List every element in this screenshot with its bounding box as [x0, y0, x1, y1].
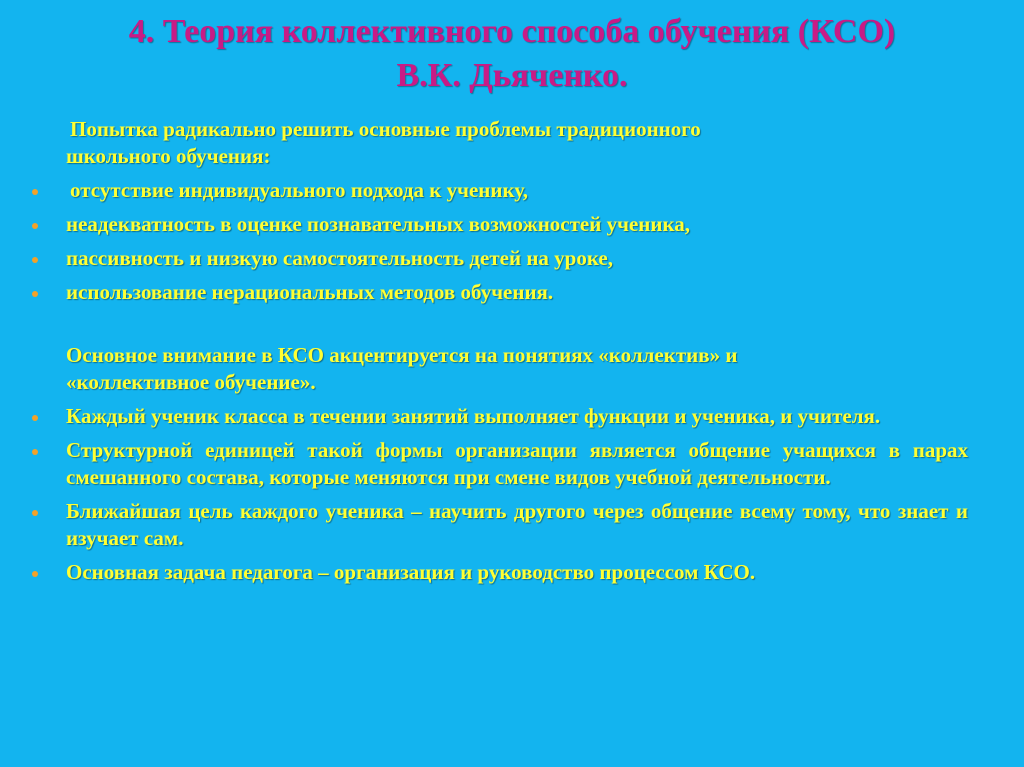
- problem-item: [32, 279, 968, 306]
- principle-text: Основная задача педагога – организация и руководство процессом КСО.: [66, 560, 756, 584]
- bullet-icon: [32, 571, 38, 577]
- bullet-icon: [32, 510, 38, 516]
- intro-line2: школьного обучения:: [66, 144, 271, 168]
- bullet-icon: [32, 415, 38, 421]
- focus-line1: Основное внимание в КСО акцентируется на понятиях «коллектив» и: [66, 343, 738, 367]
- principle-item: [32, 498, 968, 552]
- bullet-icon: [32, 449, 38, 455]
- slide-body: [32, 116, 968, 586]
- intro-line1: Попытка радикально решить основные проблемы традиционного: [70, 117, 701, 141]
- slide-title-line2: В.К. Дьяченко.: [396, 57, 628, 94]
- bullet-icon: [32, 189, 38, 195]
- bullet-icon: [32, 223, 38, 229]
- problem-item: [32, 211, 968, 238]
- problem-text: неадекватность в оценке познавательных возможностей ученика,: [66, 212, 691, 236]
- problem-text: пассивность и низкую самостоятельность детей на уроке,: [66, 246, 614, 270]
- principle-item: [32, 403, 968, 430]
- problem-text: использование нерациональных методов обучения.: [66, 280, 554, 304]
- problem-item: [32, 177, 968, 204]
- focus-line2: «коллективное обучение».: [66, 370, 316, 394]
- principle-text: Каждый ученик класса в течении занятий выполняет функции и ученика, и учителя.: [66, 404, 881, 428]
- slide-title-line1: 4. Теория коллективного способа обучения (КСО): [128, 13, 896, 50]
- slide-title: [0, 10, 1024, 98]
- principle-item: [32, 559, 968, 586]
- problem-item: [32, 245, 968, 272]
- principle-item: [32, 437, 968, 491]
- bullet-icon: [32, 257, 38, 263]
- principle-text: Структурной единицей такой формы организации является общение учащихся в парах смешанного состава, которые меняются при смене видов учебной деятельности.: [66, 438, 968, 489]
- problem-text: отсутствие индивидуального подхода к ученику,: [70, 178, 528, 202]
- principle-text: Ближайшая цель каждого ученика – научить другого через общение всему тому, что знает и изучает сам.: [66, 499, 968, 550]
- bullet-icon: [32, 291, 38, 297]
